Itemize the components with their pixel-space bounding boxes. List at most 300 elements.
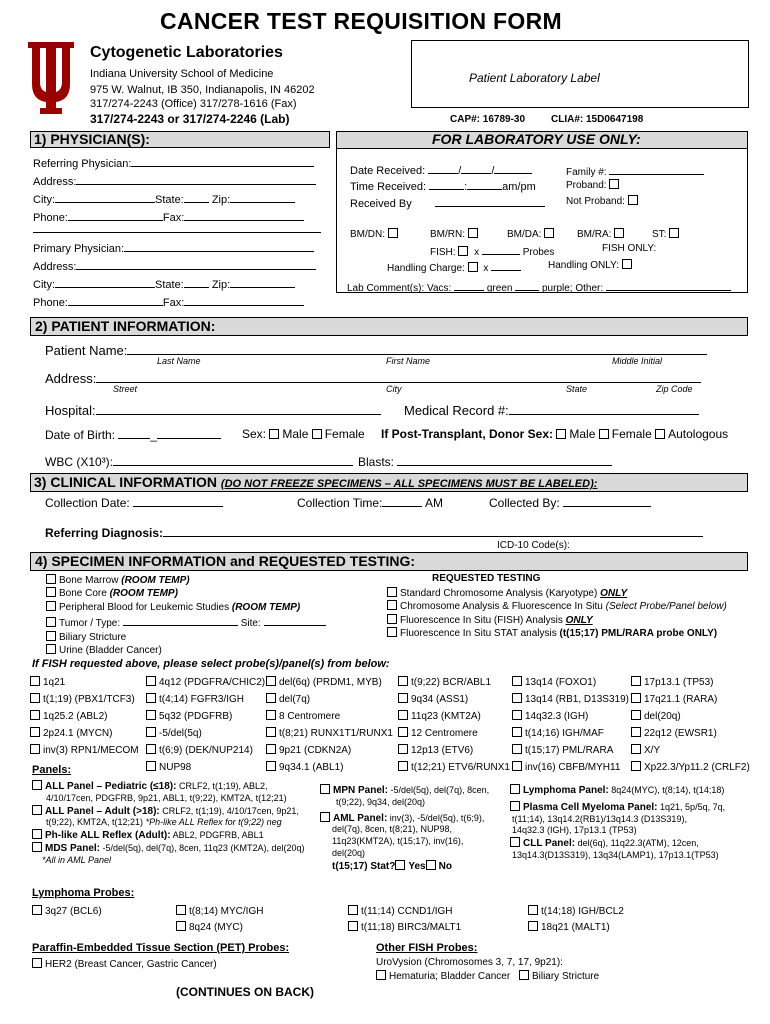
clinical-note: (DO NOT FREEZE SPECIMENS – ALL SPECIMENS MUST BE LABELED): [220, 478, 598, 490]
probe-option[interactable] [266, 710, 340, 722]
probe-label: 5q32 (PDGFRB) [159, 711, 233, 722]
fax-label: Fax: [162, 297, 185, 309]
probe-label: inv(16) CBFB/MYH11 [525, 762, 621, 773]
probe-option[interactable] [631, 676, 714, 688]
not-proband-field[interactable] [566, 195, 641, 207]
other-probes-header: Other FISH Probes: [376, 942, 478, 954]
fish-field[interactable] [430, 243, 554, 258]
handling-charge-field[interactable] [387, 259, 521, 274]
bmda-field[interactable] [507, 228, 557, 240]
lab-phone-lab: 317/274-2243 or 317/274-2246 (Lab) [90, 112, 290, 126]
probe-checkbox[interactable] [631, 693, 641, 703]
city-label: City: [33, 194, 55, 206]
dob-label: Date of Birth: [45, 428, 116, 442]
zip-label: Zip: [211, 194, 231, 206]
fish-label: FISH: [430, 247, 456, 258]
request-chromosome-fish[interactable] [387, 600, 727, 613]
donor-male-checkbox[interactable] [556, 429, 566, 439]
probe-label: 17q21.1 (RARA) [644, 694, 718, 705]
specimen-header: 4) SPECIMEN INFORMATION and REQUESTED TESTING: [30, 552, 748, 571]
probe-label: 9q34.1 (ABL1) [279, 762, 344, 773]
probe-label: 13q14 (FOXO1) [525, 677, 597, 688]
patient-name-label: Patient Name: [45, 343, 128, 358]
wbc-field[interactable] [45, 454, 353, 469]
stat-yes-checkbox[interactable] [395, 860, 405, 870]
probe-label: t(14;18) IGH/BCL2 [541, 906, 624, 917]
fish-checkbox[interactable] [458, 246, 468, 256]
hematuria-option[interactable] [376, 971, 510, 982]
referring-dx-label: Referring Diagnosis: [45, 526, 164, 540]
probe-checkbox[interactable] [512, 727, 522, 737]
mrn-label: Medical Record #: [404, 403, 509, 418]
bmdn-checkbox[interactable] [388, 228, 398, 238]
panel-title: Ph-like ALL Reflex (Adult): [45, 830, 171, 842]
pcm-panel[interactable] [510, 801, 725, 814]
probe-label: 12p13 (ETV6) [411, 745, 474, 756]
probe-checkbox[interactable] [512, 676, 522, 686]
handling-checkbox[interactable] [468, 262, 478, 272]
panel-text: inv(3), -5/del(5q), t(6;9), [389, 812, 485, 823]
request-note: ONLY [600, 588, 628, 599]
panel-text: t(9;22), KMT2A, t(12;21) [46, 817, 144, 828]
probe-option[interactable] [146, 761, 191, 773]
probe-label: -5/del(5q) [159, 728, 202, 739]
specimen-bone-marrow[interactable] [46, 574, 326, 587]
probe-checkbox[interactable] [631, 744, 641, 754]
collection-time-field[interactable] [297, 495, 443, 510]
probe-checkbox[interactable] [30, 727, 40, 737]
am-label: AM [425, 496, 444, 510]
probe-label: 12 Centromere [411, 728, 478, 739]
probe-option[interactable] [512, 727, 604, 739]
specimen-tumor[interactable] [46, 614, 326, 630]
probe-option[interactable] [512, 676, 596, 688]
panel-text: ABL2, PDGFRB, ABL1 [172, 830, 264, 841]
phone-label: Phone: [33, 212, 68, 224]
specimen-label: Tumor / Type: [59, 618, 121, 630]
probe-label: 2p24.1 (MYCN) [43, 728, 113, 739]
stat-no-checkbox[interactable] [426, 860, 436, 870]
request-fish-only[interactable] [387, 614, 727, 627]
specimen-note: (ROOM TEMP) [121, 575, 190, 586]
pet-probes-header: Paraffin-Embedded Tissue Section (PET) Probes: [32, 942, 290, 954]
lymph-probe-bcl2[interactable] [528, 905, 624, 917]
probe-label: del(20q) [644, 711, 681, 722]
blasts-label: Blasts: [358, 455, 395, 469]
form-title: CANCER TEST REQUISITION FORM [160, 8, 562, 34]
probe-label: del(7q) [279, 694, 311, 705]
donor-female-checkbox[interactable] [599, 429, 609, 439]
icd-code-field[interactable] [497, 540, 570, 551]
probe-checkbox[interactable] [30, 693, 40, 703]
probe-checkbox[interactable] [30, 744, 40, 754]
probe-checkbox[interactable] [512, 710, 522, 720]
bmrn-label: BM/RN: [430, 229, 465, 240]
panel-text: -5/del(5q), del(7q), 8cen, 11q23 (KMT2A), del(20q) [102, 842, 305, 853]
probe-option[interactable] [266, 761, 344, 773]
female-checkbox[interactable] [312, 429, 322, 439]
probe-label: 8 Centromere [279, 711, 341, 722]
bmra-checkbox[interactable] [614, 228, 624, 238]
probe-option[interactable] [146, 727, 202, 739]
panel-text: -5/del(5q), del(7q), 8cen, [390, 785, 490, 795]
fish-only-field[interactable] [602, 243, 656, 254]
lymph-probe-myc[interactable] [176, 921, 243, 933]
probe-checkbox[interactable] [512, 693, 522, 703]
probe-option[interactable] [631, 761, 750, 773]
urovysion-label: UroVysion (Chromosomes 3, 7, 17, 9p21): [376, 957, 563, 968]
referring-address-field[interactable] [33, 173, 316, 188]
probe-label: t(1;19) (PBX1/TCF3) [43, 694, 135, 705]
state-caption: State [566, 384, 588, 394]
probe-option[interactable] [631, 710, 681, 722]
zip-caption: Zip Code [656, 384, 693, 394]
probe-option[interactable] [512, 744, 613, 756]
continues-footer: (CONTINUES ON BACK) [176, 985, 314, 999]
request-note: (t(15;17) PML/RARA probe ONLY) [559, 627, 718, 639]
probe-checkbox[interactable] [146, 744, 156, 754]
request-note: (Select Probe/Panel below) [605, 601, 727, 613]
panel-text: 13q14.3(D13S319), 13q34(LAMP1), 17p13.1(TP53) [512, 849, 719, 860]
patient-name-field[interactable] [45, 341, 707, 358]
probe-label: t(11;18) BIRC3/MALT1 [361, 922, 462, 933]
specimen-types [46, 574, 326, 657]
probe-label: t(6;9) (DEK/NUP214) [159, 745, 253, 756]
probe-checkbox[interactable] [398, 710, 408, 720]
address-label: Address: [33, 176, 77, 188]
mds-panel[interactable] [32, 842, 304, 855]
probe-checkbox[interactable] [266, 744, 276, 754]
probe-label: t(4;14) FGFR3/IGH [159, 694, 245, 705]
handling-only-field[interactable] [548, 259, 635, 271]
probe-option[interactable] [146, 744, 253, 756]
probe-option[interactable] [266, 676, 382, 688]
autologous-checkbox[interactable] [655, 429, 665, 439]
lab-comment-field[interactable] [347, 279, 731, 294]
probe-checkbox[interactable] [398, 744, 408, 754]
probe-option[interactable] [398, 676, 491, 688]
specimen-biliary[interactable] [46, 631, 326, 644]
panel-text: CRLF2, t(1;19), ABL2, [178, 781, 268, 791]
probe-checkbox[interactable] [398, 676, 408, 686]
probe-option[interactable] [398, 693, 468, 705]
probe-checkbox[interactable] [146, 710, 156, 720]
probe-option[interactable] [30, 727, 112, 739]
panels-col1 [32, 780, 304, 867]
panel-title: MPN Panel: [333, 785, 389, 796]
aml-panel[interactable] [320, 812, 489, 825]
yes-label: Yes [408, 860, 426, 872]
probe-option[interactable] [631, 727, 717, 739]
not-proband-checkbox[interactable] [628, 195, 638, 205]
probe-label: 1q21 [43, 677, 66, 688]
panels-col2 [320, 784, 489, 873]
probe-label: del(6q) (PRDM1, MYB) [279, 677, 382, 688]
primary-address-field[interactable] [33, 258, 316, 273]
panel-text: t(11;14), 13q14.2(RB1)/13q14.3 (D13S319), [512, 813, 687, 824]
zip-label: Zip: [211, 279, 231, 291]
bmdn-label: BM/DN: [350, 229, 385, 240]
cll-panel[interactable] [510, 837, 725, 850]
stat-question[interactable] [320, 860, 489, 873]
probe-label: 9q34 (ASS1) [411, 694, 469, 705]
cap-number: CAP#: 16789-30 [450, 114, 526, 125]
am-pm-label: am/pm [502, 181, 536, 193]
request-note: ONLY [565, 614, 593, 626]
iu-logo-icon [22, 40, 80, 116]
specimen-peripheral-blood[interactable] [46, 601, 326, 614]
family-label: Family #: [566, 167, 607, 178]
donor-male-label: Male [569, 427, 596, 441]
collection-date-label: Collection Date: [45, 496, 130, 510]
probe-option[interactable] [30, 744, 139, 756]
bmrn-field[interactable] [430, 228, 481, 240]
bmrn-checkbox[interactable] [468, 228, 478, 238]
panel-text: del(7q), 8cen, t(8;21), NUP98, [332, 824, 453, 835]
handling-only-checkbox[interactable] [622, 259, 632, 269]
proband-field[interactable] [566, 179, 622, 191]
probe-option[interactable] [30, 710, 108, 722]
male-label: Male [282, 427, 309, 441]
probe-checkbox[interactable] [30, 676, 40, 686]
probe-label: t(8;21) RUNX1T1/RUNX1 [279, 728, 393, 739]
probe-checkbox[interactable] [631, 761, 641, 771]
probe-checkbox[interactable] [266, 727, 276, 737]
probe-option[interactable] [631, 744, 660, 756]
proband-checkbox[interactable] [609, 179, 619, 189]
st-field[interactable] [652, 228, 682, 240]
panel-text: 14q32.3 (IGH), 17p13.1 (TP53) [512, 825, 637, 836]
probe-label: t(15;17) PML/RARA [525, 745, 614, 756]
blasts-field[interactable] [358, 454, 612, 469]
probe-label: 13q14 (RB1, D13S319) [525, 694, 629, 705]
probe-option[interactable] [266, 744, 351, 756]
specimen-urine[interactable] [46, 644, 326, 657]
probe-option[interactable] [266, 727, 393, 739]
lymph-probe-ccnd1[interactable] [348, 905, 453, 917]
panel-title: AML Panel: [333, 812, 388, 824]
biliary-label: Biliary Stricture [531, 971, 600, 982]
probe-label: Xp22.3/Yp11.2 (CRLF2) [644, 762, 750, 773]
referring-city-field[interactable] [33, 191, 295, 206]
lymphoma-panel[interactable] [510, 784, 725, 797]
lab-name: Cytogenetic Laboratories [90, 44, 283, 61]
probe-label: 11q23 (KMT2A) [411, 711, 481, 722]
hospital-label: Hospital: [45, 403, 96, 418]
patient-address-field[interactable] [45, 369, 701, 386]
panels-header: Panels: [32, 764, 72, 776]
probe-checkbox[interactable] [398, 727, 408, 737]
patient-label-text: Patient Laboratory Label [469, 71, 600, 85]
pet-label: HER2 (Breast Cancer, Gastric Cancer) [45, 959, 217, 970]
primary-city-field[interactable] [33, 276, 295, 291]
probe-label: X/Y [644, 745, 661, 756]
phone-label: Phone: [33, 297, 68, 309]
street-caption: Street [113, 384, 138, 394]
last-name-caption: Last Name [157, 356, 201, 366]
hematuria-label: Hematuria; Bladder Cancer [389, 971, 511, 982]
donor-female-label: Female [611, 427, 652, 441]
city-label: City: [33, 279, 55, 291]
all-pediatric-panel[interactable] [32, 780, 304, 793]
x-label: x [483, 263, 489, 274]
requested-testing-header: REQUESTED TESTING [432, 573, 541, 584]
date-received-field[interactable]: Date Received: / / [350, 162, 532, 177]
probe-checkbox[interactable] [631, 676, 641, 686]
all-adult-panel[interactable] [32, 805, 304, 818]
probe-option[interactable] [398, 727, 478, 739]
fax-label: Fax: [162, 212, 185, 224]
patient-address-label: Address: [45, 371, 97, 386]
panel-note: *Ph-like ALL Reflex for t(9;22) neg [145, 817, 282, 828]
probe-checkbox[interactable] [146, 727, 156, 737]
probe-checkbox[interactable] [512, 761, 522, 771]
probe-label: 22q12 (EWSR1) [644, 728, 717, 739]
panel-title: Plasma Cell Myeloma Panel: [523, 801, 658, 813]
request-text: Fluorescence In Situ (FISH) Analysis [400, 614, 563, 626]
phlike-panel[interactable] [32, 829, 304, 842]
clinical-header-text: 3) CLINICAL INFORMATION [34, 474, 218, 490]
probe-checkbox[interactable] [146, 761, 156, 771]
probe-checkbox[interactable] [266, 676, 276, 686]
specimen-note: (ROOM TEMP) [109, 588, 178, 600]
probe-label: t(12;21) ETV6/RUNX1 [411, 762, 510, 773]
probe-option[interactable] [398, 761, 510, 773]
probe-checkbox[interactable] [631, 727, 641, 737]
st-checkbox[interactable] [669, 228, 679, 238]
female-label: Female [324, 427, 365, 441]
specimen-label: Peripheral Blood for Leukemic Studies [59, 601, 230, 613]
specimen-bone-core[interactable] [46, 587, 326, 600]
specimen-label: Urine (Bladder Cancer) [59, 645, 162, 657]
bmdn-field[interactable] [350, 228, 401, 240]
sex-label: Sex: [242, 427, 267, 441]
request-text: Standard Chromosome Analysis (Karyotype) [400, 588, 598, 599]
primary-physician-field[interactable] [33, 240, 314, 255]
specimen-label: Bone Core [59, 588, 107, 600]
probe-option[interactable] [398, 710, 481, 722]
x-label: x [474, 247, 480, 258]
clia-number: CLIA#: 15D0647198 [551, 114, 644, 125]
st-label: ST: [652, 229, 667, 240]
donor-sex-field[interactable] [381, 427, 728, 441]
family-field[interactable] [566, 163, 704, 178]
panel-title: MDS Panel: [45, 842, 101, 854]
first-name-caption: First Name [386, 356, 431, 366]
panel-title: CLL Panel: [523, 838, 576, 850]
probe-option[interactable] [398, 744, 473, 756]
physician-header: 1) PHYSICIAN(S): [34, 131, 150, 147]
state-label: State: [155, 279, 184, 291]
bmda-checkbox[interactable] [544, 228, 554, 238]
mpn-panel[interactable] [320, 784, 489, 797]
wbc-label: WBC (X10³): [45, 455, 114, 469]
referring-physician-field[interactable] [33, 155, 314, 170]
lab-school: Indiana University School of Medicine [90, 68, 274, 80]
probe-label: 18q21 (MALT1) [541, 922, 610, 933]
lymph-probe-bcl6[interactable] [32, 905, 102, 917]
probe-option[interactable] [266, 693, 310, 705]
proband-label: Proband: [566, 180, 607, 191]
probe-checkbox[interactable] [146, 693, 156, 703]
male-checkbox[interactable] [269, 429, 279, 439]
probe-option[interactable] [631, 693, 717, 705]
probe-option[interactable] [512, 693, 629, 705]
primary-phone-field[interactable] [33, 294, 304, 309]
request-text: Chromosome Analysis & Fluorescence In Situ [400, 601, 603, 613]
lymphoma-probes-header: Lymphoma Probes: [32, 887, 135, 899]
dob-field[interactable]: Date of Birth: _ [45, 427, 221, 442]
panel-text: del(6q), 11q22.3(ATM), 12cen, [577, 838, 699, 849]
collected-by-label: Collected By: [489, 496, 560, 510]
probe-checkbox[interactable] [266, 761, 276, 771]
state-label: State: [155, 194, 184, 206]
probe-option[interactable] [512, 710, 588, 722]
request-karyotype[interactable] [387, 587, 727, 600]
probe-checkbox[interactable] [266, 710, 276, 720]
lab-address: 975 W. Walnut, IB 350, Indianapolis, IN 46202 [90, 84, 315, 96]
bmra-field[interactable] [577, 228, 627, 240]
autologous-label: Autologous [668, 427, 729, 441]
request-text: Fluorescence In Situ STAT analysis [400, 627, 557, 639]
probe-option[interactable] [146, 676, 265, 688]
urovysion-options [376, 970, 599, 982]
medical-record-field[interactable] [404, 401, 699, 418]
divider-line [33, 232, 321, 233]
referring-phone-field[interactable] [33, 209, 304, 224]
hospital-field[interactable] [45, 401, 381, 418]
lymph-probe-myc-igh[interactable] [176, 905, 263, 917]
lymph-probe-birc3[interactable] [348, 921, 461, 933]
probe-label: 8q24 (MYC) [189, 922, 243, 933]
panels-col3 [510, 784, 725, 862]
referring-dx-field[interactable] [45, 525, 703, 540]
pet-her2[interactable] [32, 958, 217, 970]
probe-checkbox[interactable] [266, 693, 276, 703]
probe-checkbox[interactable] [512, 744, 522, 754]
panel-title: Lymphoma Panel: [523, 785, 609, 796]
time-received-field[interactable]: Time Received: : am/pm [350, 178, 536, 193]
received-by-field[interactable] [350, 195, 545, 210]
lymph-probe-malt1[interactable] [528, 921, 610, 933]
fish-prompt: If FISH requested above, please select probe(s)/panel(s) from below: [32, 658, 390, 670]
probe-option[interactable] [30, 693, 135, 705]
collected-by-field[interactable] [489, 495, 651, 510]
probe-checkbox[interactable] [398, 693, 408, 703]
probe-label: NUP98 [159, 762, 192, 773]
probe-option[interactable] [30, 676, 65, 688]
biliary-option[interactable] [519, 971, 599, 982]
stat-label: t(15;17) Stat? [332, 860, 396, 872]
primary-label: Primary Physician: [33, 243, 125, 255]
not-proband-label: Not Proband: [566, 196, 625, 207]
probe-checkbox[interactable] [631, 710, 641, 720]
sex-field[interactable] [242, 427, 365, 441]
probe-label: t(8;14) MYC/IGH [189, 906, 264, 917]
specimen-note: Site: [240, 618, 261, 630]
request-fish-stat[interactable] [387, 627, 727, 640]
probe-checkbox[interactable] [30, 710, 40, 720]
specimen-label: Bone Marrow [59, 575, 119, 586]
probe-option[interactable] [146, 693, 244, 705]
probe-option[interactable] [512, 761, 620, 773]
probe-option[interactable] [146, 710, 232, 722]
collection-date-field[interactable] [45, 495, 223, 510]
probe-checkbox[interactable] [398, 761, 408, 771]
probe-checkbox[interactable] [146, 676, 156, 686]
city-caption: City [386, 384, 402, 394]
handling-only-label: Handling ONLY: [548, 260, 619, 271]
